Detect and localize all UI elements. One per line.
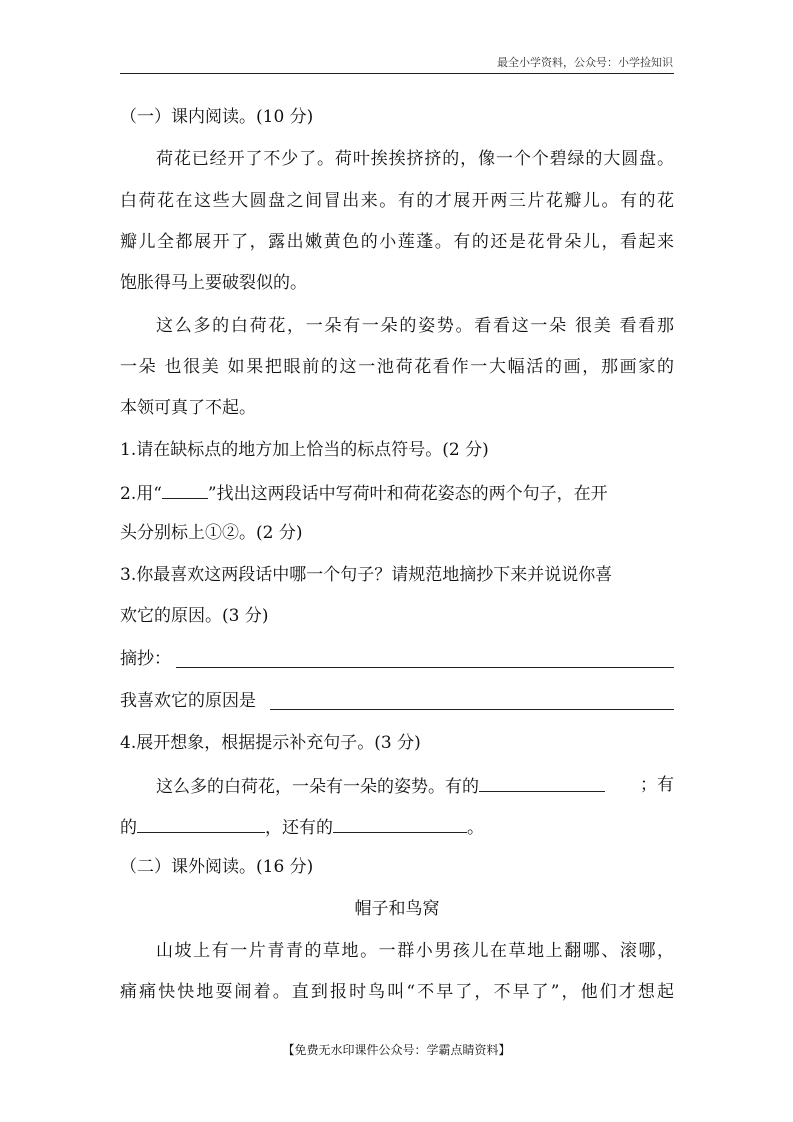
header-divider [120, 73, 674, 74]
question-4-line1-prefix: 这么多的白荷花，一朵有一朵的姿势。有的 [156, 777, 479, 797]
question-4-line1 [120, 773, 674, 799]
answer-blank-1[interactable] [479, 773, 605, 792]
page-header-text: 最全小学资料，公众号：小学捡知识 [497, 56, 673, 69]
story-title: 帽子和鸟窝 [354, 899, 440, 919]
page-footer-text: 【免费无水印课件公众号：学霸点睛资料】 [282, 1043, 511, 1057]
answer-blank-2[interactable] [137, 814, 265, 833]
question-2-line2: 头分别标上①②。(2 分) [120, 523, 303, 543]
question-4: 4.展开想象，根据提示补充句子。(3 分) [120, 733, 421, 753]
section1-para2-line3: 本领可真了不起。 [120, 398, 256, 418]
question-4-line2-b: ，还有的 [265, 818, 333, 838]
section2-para1-line2: 痛痛快快地耍闹着。直到报时鸟叫“不早了，不早了”，他们才想起 [120, 982, 674, 1002]
question-2-line1 [120, 480, 674, 506]
section1-para1-line2: 白荷花在这些大圆盘之间冒出来。有的才展开两三片花瓣儿。有的花 [120, 191, 674, 211]
question-4-line2-a: 的 [120, 818, 137, 838]
section1-para1-line1: 荷花已经开了不少了。荷叶挨挨挤挤的，像一个个碧绿的大圆盘。 [156, 149, 674, 169]
question-3-line2: 欢它的原因。(3 分) [120, 606, 269, 626]
section2-heading: （二）课外阅读。(16 分) [120, 857, 314, 877]
question-2-prefix: 2.用“ [120, 484, 162, 504]
question-3-line1: 3.你最喜欢这两段话中哪一个句子？请规范地摘抄下来并说说你喜 [120, 565, 613, 585]
question-1: 1.请在缺标点的地方加上恰当的标点符号。(2 分) [120, 440, 489, 460]
question-2-suffix: ”找出这两段话中写荷叶和荷花姿态的两个句子，在开 [207, 484, 608, 504]
reason-label: 我喜欢它的原因是 [120, 691, 256, 711]
copy-label: 摘抄： [120, 649, 171, 669]
section1-heading: （一）课内阅读。(10 分) [120, 107, 314, 127]
reason-answer-line[interactable] [270, 709, 674, 710]
answer-blank-3[interactable] [333, 814, 467, 833]
question-4-line2 [120, 814, 674, 840]
section1-para2-line2: 一朵 也很美 如果把眼前的这一池荷花看作一大幅活的画，那画家的 [120, 357, 674, 377]
section2-para1-line1: 山坡上有一片青青的草地。一群小男孩儿在草地上翻哪、滚哪， [156, 941, 674, 961]
section1-para2-line1: 这么多的白荷花，一朵有一朵的姿势。看看这一朵 很美 看看那 [156, 316, 674, 336]
section1-para1-line4: 饱胀得马上要破裂似的。 [120, 273, 307, 293]
copy-answer-line[interactable] [176, 667, 674, 668]
section1-para1-line3: 瓣儿全都展开了，露出嫩黄色的小莲蓬。有的还是花骨朵儿，看起来 [120, 232, 674, 252]
question-4-line1-suffix: ；有 [640, 775, 674, 795]
question-4-line2-c: 。 [467, 818, 484, 838]
underline-sample-blank [162, 480, 208, 499]
